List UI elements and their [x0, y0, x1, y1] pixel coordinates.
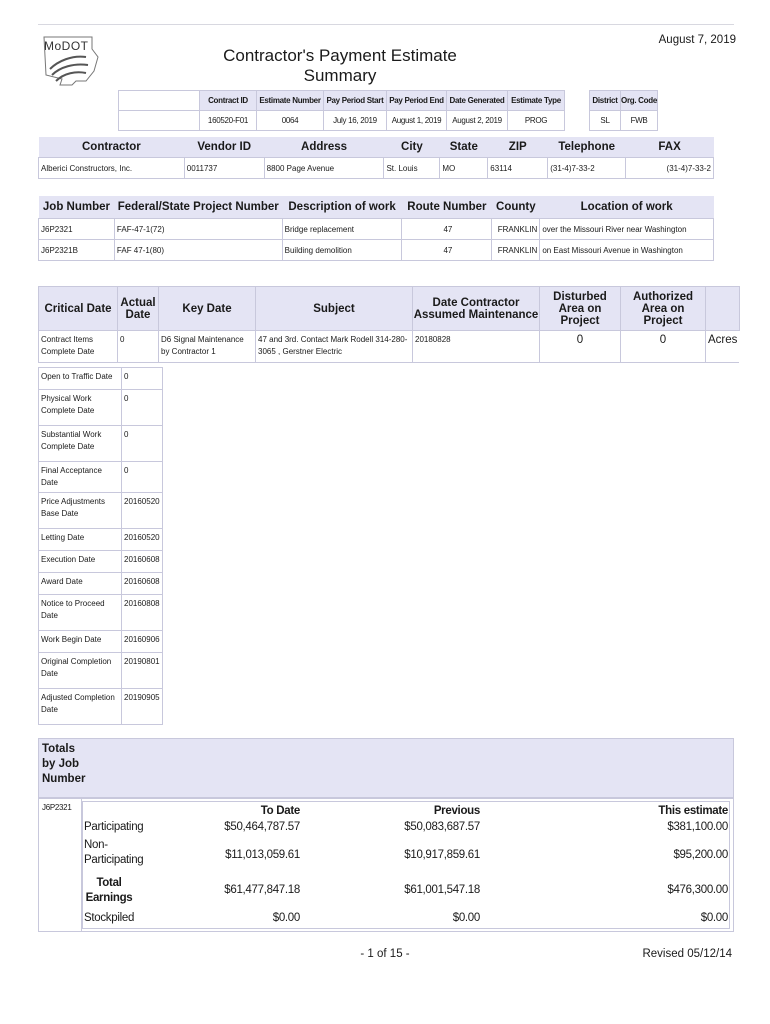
authorized-area-value: 0 [621, 331, 706, 363]
previous-header: Previous [433, 805, 480, 817]
this-estimate-value: $95,200.00 [673, 849, 728, 861]
totals-job-cell [38, 798, 82, 932]
estimate-number-header: Estimate Number [257, 91, 324, 111]
route-number: 47 [402, 219, 492, 240]
critical-date-value: 20160520 [122, 529, 163, 551]
description: Bridge replacement [282, 219, 402, 240]
critical-date-name: Work Begin Date [39, 631, 122, 653]
critical-date-value: 20190905 [122, 689, 163, 725]
critical-date-value: 20160608 [122, 573, 163, 595]
table-row [39, 551, 163, 573]
table-row [39, 573, 163, 595]
critical-date-name: Award Date [39, 573, 122, 595]
totals-job-number: J6P2321 [42, 803, 72, 812]
job-table [38, 196, 714, 261]
modot-logo [42, 35, 100, 87]
critical-date-value: 20160608 [122, 551, 163, 573]
pay-period-end-value: August 1, 2019 [387, 111, 447, 131]
critical-date-value: 0 [118, 331, 159, 363]
critical-date-value: 0 [122, 426, 163, 462]
estimate-type-value: PROG [508, 111, 565, 131]
table-row [39, 462, 163, 493]
subject-header: Subject [256, 287, 413, 331]
totals-row-label: Non-Participating [84, 839, 144, 866]
location-header: Location of work [540, 196, 714, 219]
this-estimate-value: $0.00 [700, 912, 728, 924]
this-estimate-value: $476,300.00 [667, 884, 728, 896]
critical-date-name: Physical Work Complete Date [39, 390, 122, 426]
county: FRANKLIN [492, 219, 540, 240]
page-title: Contractor's Payment Estimate Summary [223, 46, 457, 85]
critical-date-table [38, 286, 740, 363]
to-date-value: $11,013,059.61 [225, 849, 300, 861]
job-number: J6P2321 [39, 219, 115, 240]
disturbed-area-header: Disturbed Area on Project [540, 287, 621, 331]
contractor-table [38, 137, 714, 179]
table-row [39, 631, 163, 653]
previous-value: $50,083,687.57 [404, 821, 480, 833]
district-header: District [590, 91, 621, 111]
missouri-map-icon [42, 35, 100, 87]
org-code-header: Org. Code [621, 91, 658, 111]
date-generated-header: Date Generated [447, 91, 508, 111]
previous-value: $0.00 [452, 912, 480, 924]
top-divider [38, 24, 734, 25]
authorized-area-header: Authorized Area on Project [621, 287, 706, 331]
critical-date-name: Letting Date [39, 529, 122, 551]
to-date-value: $61,477,847.18 [224, 884, 300, 896]
totals-row-label: Total Earnings [85, 877, 133, 904]
table-row [39, 331, 740, 363]
blank-cell [119, 91, 200, 111]
state-header: State [440, 137, 488, 158]
pay-period-end-header: Pay Period End [387, 91, 447, 111]
fax-header: FAX [626, 137, 714, 158]
this-estimate-value: $381,100.00 [667, 821, 728, 833]
table-row [39, 426, 163, 462]
totals-label: Totals by Job Number [42, 743, 86, 785]
previous-value: $10,917,859.61 [404, 849, 480, 861]
table-row [39, 529, 163, 551]
project-number-header: Federal/State Project Number [114, 196, 282, 219]
contract-id-value: 160520-F01 [200, 111, 257, 131]
actual-date-header: Actual Date [118, 287, 159, 331]
key-date: D6 Signal Maintenance by Contractor 1 [159, 331, 256, 363]
contract-info-table [118, 90, 658, 131]
route-number: 47 [402, 240, 492, 261]
county-header: County [492, 196, 540, 219]
estimate-number-value: 0064 [257, 111, 324, 131]
logo-text: MoDOT [44, 39, 89, 53]
table-row [39, 240, 714, 261]
area-unit: Acres [706, 331, 740, 363]
county: FRANKLIN [492, 240, 540, 261]
critical-date-name: Execution Date [39, 551, 122, 573]
table-row [39, 368, 163, 390]
assumed-maintenance: 20180828 [413, 331, 540, 363]
table-row [39, 653, 163, 689]
disturbed-area-value: 0 [540, 331, 621, 363]
telephone-header: Telephone [548, 137, 626, 158]
org-code-value: FWB [621, 111, 658, 131]
critical-date-name: Original Completion Date [39, 653, 122, 689]
fax: (31-4)7-33-2 [626, 158, 714, 179]
estimate-type-header: Estimate Type [508, 91, 565, 111]
job-number-header: Job Number [39, 196, 115, 219]
blank-cell [119, 111, 200, 131]
address-header: Address [264, 137, 384, 158]
critical-date-value: 0 [122, 390, 163, 426]
critical-date-value: 20160520 [122, 493, 163, 529]
critical-date-name: Price Adjustments Base Date [39, 493, 122, 529]
critical-date-name: Contract Items Complete Date [39, 331, 118, 363]
city: St. Louis [384, 158, 440, 179]
table-row [39, 390, 163, 426]
pay-period-start-value: July 16, 2019 [324, 111, 387, 131]
critical-date-value: 20160808 [122, 595, 163, 631]
assumed-maintenance-header: Date Contractor Assumed Maintenance [413, 287, 540, 331]
critical-date-list [38, 367, 163, 725]
pay-period-start-header: Pay Period Start [324, 91, 387, 111]
date-generated-value: August 2, 2019 [447, 111, 508, 131]
critical-date-name: Substantial Work Complete Date [39, 426, 122, 462]
critical-date-name: Notice to Proceed Date [39, 595, 122, 631]
vendor-id: 0011737 [184, 158, 264, 179]
description: Building demolition [282, 240, 402, 261]
totals-row-label: Participating [84, 821, 144, 833]
subject: 47 and 3rd. Contact Mark Rodell 314-280-3065 , Gerstner Electric [256, 331, 413, 363]
previous-value: $61,001,547.18 [404, 884, 480, 896]
telephone: (31-4)7-33-2 [548, 158, 626, 179]
table-row [39, 595, 163, 631]
to-date-header: To Date [260, 805, 300, 817]
zip-header: ZIP [488, 137, 548, 158]
zip: 63114 [488, 158, 548, 179]
table-row [39, 219, 714, 240]
critical-date-name: Open to Traffic Date [39, 368, 122, 390]
job-number: J6P2321B [39, 240, 115, 261]
to-date-value: $0.00 [272, 912, 300, 924]
description-header: Description of work [282, 196, 402, 219]
project-number: FAF 47-1(80) [114, 240, 282, 261]
totals-header [38, 738, 734, 798]
key-date-header: Key Date [159, 287, 256, 331]
totals-row-label: Stockpiled [84, 912, 135, 924]
district-value: SL [590, 111, 621, 131]
critical-date-header: Critical Date [39, 287, 118, 331]
project-number: FAF-47-1(72) [114, 219, 282, 240]
critical-date-value: 20160906 [122, 631, 163, 653]
revised-date: Revised 05/12/14 [642, 948, 732, 960]
location: over the Missouri River near Washington [540, 219, 714, 240]
city-header: City [384, 137, 440, 158]
critical-date-name: Adjusted Completion Date [39, 689, 122, 725]
critical-date-value: 0 [122, 368, 163, 390]
state: MO [440, 158, 488, 179]
vendor-id-header: Vendor ID [184, 137, 264, 158]
critical-date-value: 0 [122, 462, 163, 493]
route-number-header: Route Number [402, 196, 492, 219]
address: 8800 Page Avenue [264, 158, 384, 179]
contract-id-header: Contract ID [200, 91, 257, 111]
unit-header [706, 287, 740, 331]
critical-date-name: Final Acceptance Date [39, 462, 122, 493]
this-estimate-header: This estimate [658, 805, 728, 817]
contractor-header: Contractor [39, 137, 185, 158]
critical-date-value: 20190801 [122, 653, 163, 689]
table-row [39, 493, 163, 529]
report-date: August 7, 2019 [658, 34, 736, 46]
contractor-name: Alberici Constructors, Inc. [39, 158, 185, 179]
to-date-value: $50,464,787.57 [224, 821, 300, 833]
table-row [39, 689, 163, 725]
location: on East Missouri Avenue in Washington [540, 240, 714, 261]
page-number: - 1 of 15 - [360, 948, 410, 960]
